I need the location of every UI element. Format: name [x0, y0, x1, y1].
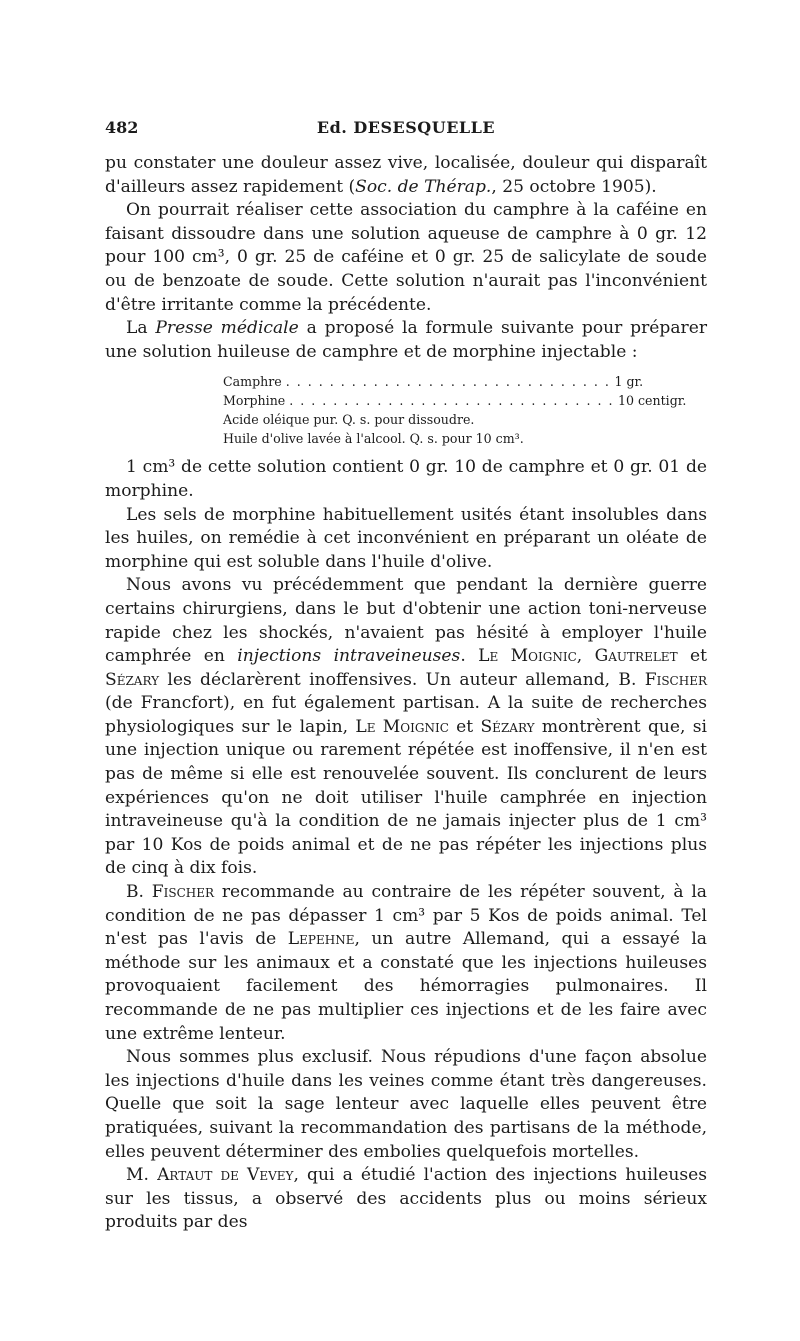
formula-ingredient: Morphine — [223, 393, 286, 409]
author-name: Artaut de Vevey — [157, 1165, 294, 1186]
author-name: Lepehne — [287, 929, 355, 950]
paragraph-6: Nous avons vu précédemment que pendant la dernière guerre certains chirurgiens, dans le but d'obtenir une action toni-nerveuse rapide chez les shockés, n'avaient pas hésité à employer l'huile camphrée en injections intraveineuses. Le Moignic, Gautrelet et Sézary les déclarèrent inoffensives. Un auteur allemand, B. Fischer (de Francfort), en fut également partisan. A la suite de recherches physiologiques sur le lapin, Le Moignic et Sézary montrèrent que, si une injection unique ou rarement répétée est inoffensive, il n'en est pas de même si elle est renouvelée souvent. Ils conclurent de leurs expériences qu'on ne doit utiliser l'huile camphrée en injection intraveineuse qu'à la condition de ne jamais injecter plus de 1 cm³ par 10 Kos de poids animal et de ne pas répéter les injections plus de cinq à dix fois. — [105, 575, 707, 879]
running-head: Ed. DESESQUELLE — [316, 118, 496, 137]
author-name: Le Moignic — [478, 646, 577, 667]
formula-row — [223, 391, 687, 410]
formula-block — [223, 372, 687, 448]
author-name: Sézary — [105, 669, 160, 690]
paragraph-5: Les sels de morphine habituellement usités étant insolubles dans les huiles, on remédie à cet inconvénient en préparant un oléate de morphine qui est soluble dans l'huile d'olive. — [105, 504, 707, 572]
formula-row — [223, 372, 644, 391]
formula-ingredient: Camphre — [223, 374, 282, 390]
page-number: 482 — [105, 118, 139, 137]
paragraph-8: Nous sommes plus exclusif. Nous répudions d'une façon absolue les injections d'huile dans les veines comme étant très dangereuses. Quelle que soit la sage lenteur avec laquelle elles peuvent être pratiquées, suivant la recommandation des partisans de la méthode, elles peuvent déterminer des embolies quelquefois mortelles. — [105, 1047, 707, 1162]
paragraph-3: La Presse médicale a proposé la formule suivante pour préparer une solution huileuse de camphre et de morphine injectable : — [105, 318, 707, 362]
dot-leader: . . . . . . . . . . . . . . . . . . . . . . . . . . . . . . — [285, 374, 611, 390]
journal-name: Presse médicale — [155, 318, 299, 339]
author-name: Fischer — [644, 669, 707, 690]
body-text — [105, 152, 707, 1235]
paragraph-2: On pourrait réaliser cette association du camphre à la caféine en faisant dissoudre dans une solution aqueuse de camphre à 0 gr. 12 pour 100 cm³, 0 gr. 25 de caféine et 0 gr. 25 de salicylate de soude ou de benzoate de soude. Cette solution n'aurait pas l'inconvénient d'être irritante comme la précédente. — [105, 200, 707, 315]
paragraph-9: M. Artaut de Vevey, qui a étudié l'action des injections huileuses sur les tissus, a observé des accidents plus ou moins sérieux produits par des — [105, 1165, 708, 1233]
page-header — [105, 118, 707, 146]
formula-line: Huile d'olive lavée à l'alcool. Q. s. pour 10 cm³. — [223, 431, 524, 447]
paragraph-1: pu constater une douleur assez vive, localisée, douleur qui disparaît d'ailleurs assez rapidement (Soc. de Thérap., 25 octobre 1905). — [105, 153, 707, 197]
emphasis: injections intraveineuses — [237, 646, 461, 667]
author-name: Gautrelet — [594, 646, 678, 667]
paragraph-4: 1 cm³ de cette solution contient 0 gr. 10 de camphre et 0 gr. 01 de morphine. — [105, 457, 707, 501]
formula-quantity: 1 gr. — [614, 374, 644, 390]
journal-citation: Soc. de Thérap. — [355, 176, 492, 197]
author-name: Le Moignic — [355, 716, 449, 737]
formula-line: Acide oléique pur. Q. s. pour dissoudre. — [223, 412, 475, 428]
formula-quantity: 10 centigr. — [617, 393, 687, 409]
author-name: Fischer — [151, 882, 215, 903]
author-name: Sézary — [480, 716, 535, 737]
paragraph-7: B. Fischer recommande au contraire de les répéter souvent, à la condition de ne pas dépasser 1 cm³ par 5 Kos de poids animal. Tel n'est pas l'avis de Lepehne, un autre Allemand, qui a essayé la méthode sur les animaux et a constaté que les injections huileuses provoquaient facilement des hémorragies pulmonaires. Il recommande de ne pas multiplier ces injections et de les faire avec une extrême lenteur. — [105, 882, 707, 1044]
dot-leader: . . . . . . . . . . . . . . . . . . . . . . . . . . . . . . — [289, 393, 614, 409]
